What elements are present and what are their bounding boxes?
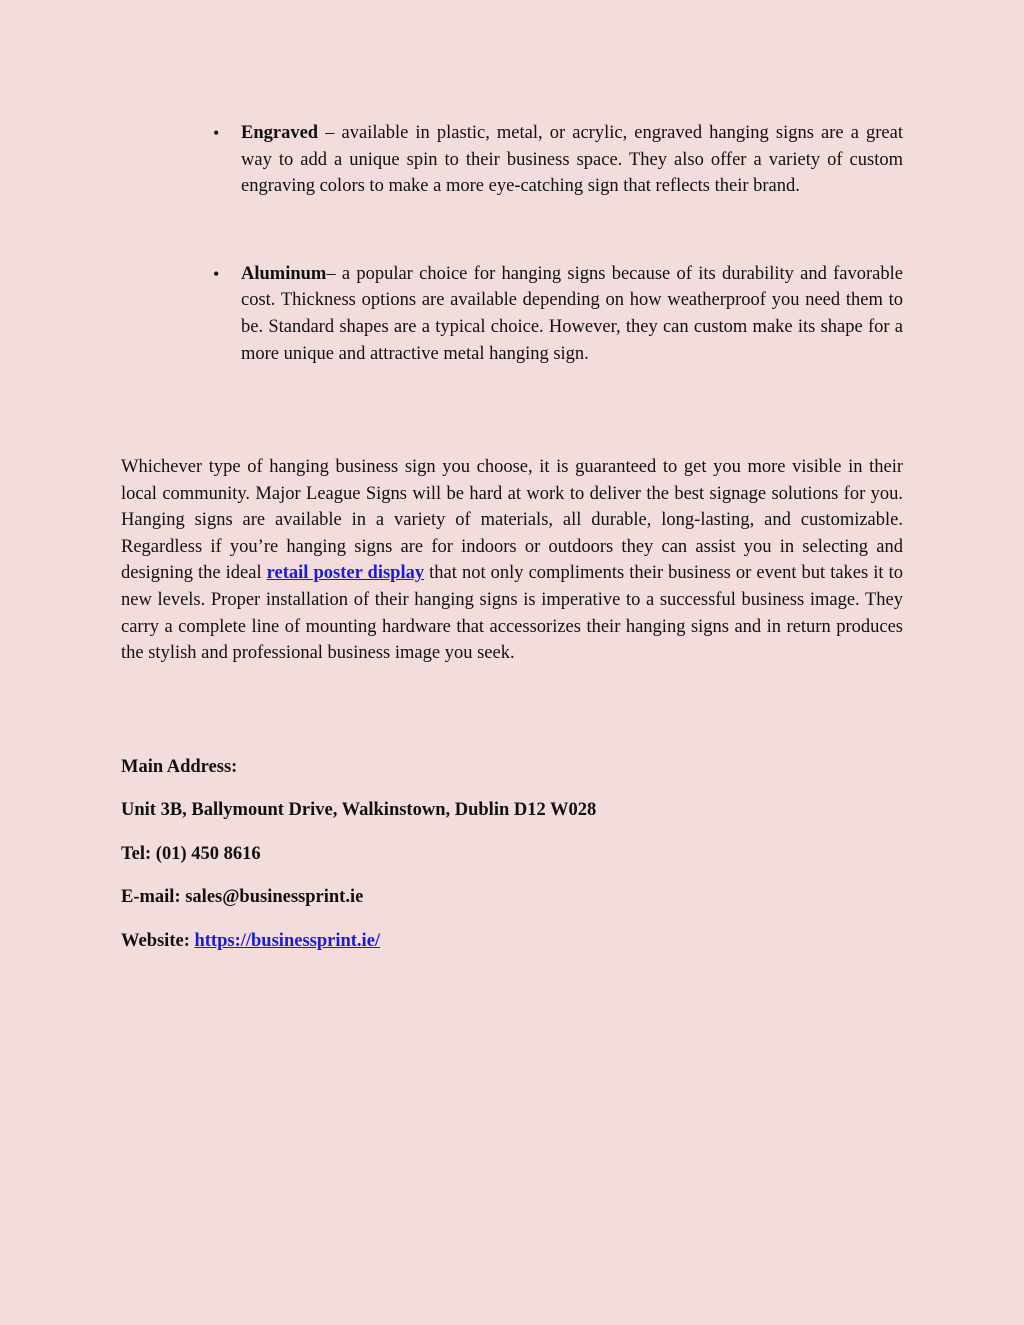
address-line: Unit 3B, Ballymount Drive, Walkinstown, Dublin D12 W028 [121,800,597,821]
website-link[interactable]: https://businessprint.ie/ [194,930,381,951]
bullet-term: Engraved [241,123,319,143]
bullet-item-engraved [205,120,903,200]
email-line: E-mail: sales@businessprint.ie [121,887,364,908]
website-label: Website: [121,930,195,951]
paragraph-text-before-link: Whichever type of hanging business sign you choose, it is guaranteed to get you more visible in their local community. Major League Signs will be hard at work to deliver the best signage solutions for you. Hanging signs are available in a variety of materials, all durable, long-lasting, and customizable. Regardless if you’re hanging signs are for indoors or outdoors they can assist you in selecting and designing the ideal [121,457,903,584]
bullet-dot-icon: • [213,263,220,284]
address-heading: Main Address: [121,757,238,777]
bullet-item-aluminum [205,261,903,367]
retail-poster-display-link[interactable]: retail poster display [266,563,425,584]
paragraph-text-after-link: that not only compliments their business or event but takes it to new levels. Proper installation of their hanging signs is imperative to a successful business image. They carry a complete line of mounting hardware that accessorizes their hanging signs and in return produces the stylish and professional business image you seek. [121,563,903,664]
bullet-term: Aluminum [241,263,327,284]
bullet-dot-icon: • [213,123,220,143]
bullet-text: – a popular choice for hanging signs because of its durability and favorable cost. Thickness options are available depending on how weatherproof you need them to be. Standard shapes are a typical choice. However, they can custom make its shape for a more unique and attractive metal hanging sign. [241,263,903,364]
bullet-text: – available in plastic, metal, or acrylic, engraved hanging signs are a great way to add a unique spin to their business space. They also offer a variety of custom engraving colors to make a more eye-catching sign that reflects their brand. [241,123,903,197]
telephone-line: Tel: (01) 450 8616 [121,843,261,864]
material-bullet-list [205,120,903,428]
website-line [121,928,903,954]
body-paragraph [121,454,903,667]
contact-block [121,754,903,971]
